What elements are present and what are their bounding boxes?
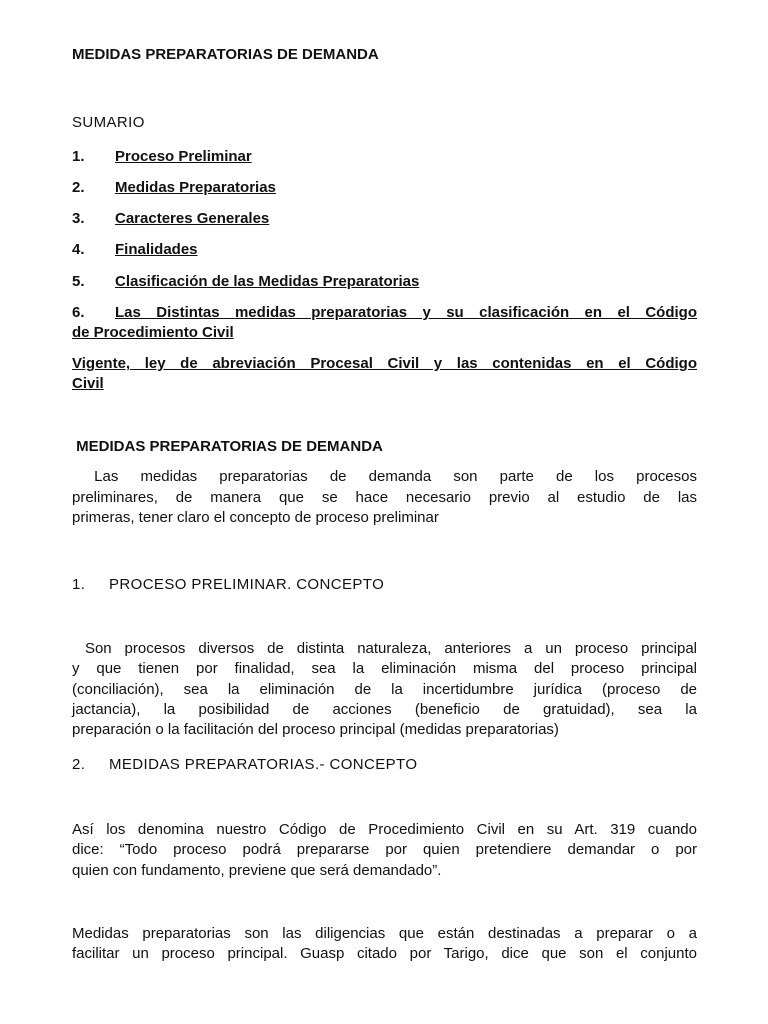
summary-item — [72, 178, 276, 198]
summary-item-link[interactable]: Medidas Preparatorias — [115, 179, 276, 196]
summary-item-link-continuation[interactable]: de Procedimiento Civil — [72, 324, 234, 341]
section-heading-text: PROCESO PRELIMINAR. CONCEPTO — [109, 576, 385, 593]
paragraph-line: Medidas preparatorias son las diligencias que están destinadas a preparar o a — [72, 925, 697, 942]
paragraph-line: dice: “Todo proceso podrá prepararse por quien pretendiere demandar o por — [72, 841, 697, 858]
summary-item-number: 5. — [72, 273, 85, 290]
paragraph-line: facilitar un proceso principal. Guasp citado por Tarigo, dice que son el conjunto — [72, 945, 697, 962]
summary-item-link[interactable]: Caracteres Generales — [115, 210, 270, 227]
section-title: MEDIDAS PREPARATORIAS DE DEMANDA — [72, 438, 383, 455]
paragraph-line: jactancia), la posibilidad de acciones (beneficio de gratuidad), sea la — [72, 701, 697, 718]
summary-item-number: 3. — [72, 210, 85, 227]
summary-heading: SUMARIO — [72, 114, 145, 131]
paragraph-line: primeras, tener claro el concepto de proceso preliminar — [72, 509, 439, 526]
section-number: 1. — [72, 576, 86, 593]
paragraph-line: y que tienen por finalidad, sea la eliminación misma del proceso principal — [72, 660, 697, 677]
summary-item-number: 6. — [72, 304, 85, 321]
summary-item-link[interactable]: Clasificación de las Medidas Preparatorias — [115, 273, 420, 290]
paragraph-line: Son procesos diversos de distinta naturaleza, anteriores a un proceso principal — [72, 640, 698, 657]
section-heading-1 — [72, 575, 384, 595]
paragraph-line: Las medidas preparatorias de demanda son parte de los procesos — [72, 468, 697, 485]
document-title: MEDIDAS PREPARATORIAS DE DEMANDA — [72, 46, 379, 63]
summary-item — [72, 209, 269, 229]
summary-item — [72, 147, 252, 167]
summary-item — [72, 272, 419, 292]
section-number: 2. — [72, 756, 86, 773]
summary-item-link[interactable]: Finalidades — [115, 241, 198, 258]
summary-item — [72, 240, 198, 260]
paragraph-line: preparación o la facilitación del proceso principal (medidas preparatorias) — [72, 721, 559, 738]
paragraph-line: Así los denomina nuestro Código de Procedimiento Civil en su Art. 319 cuando — [72, 821, 697, 838]
section-heading-2 — [72, 755, 417, 775]
paragraph-line: (conciliación), sea la eliminación de la incertidumbre jurídica (proceso de — [72, 681, 697, 698]
summary-item-number: 4. — [72, 241, 85, 258]
summary-item — [72, 303, 697, 323]
summary-extra-line[interactable]: Civil — [72, 375, 104, 392]
summary-item-number: 2. — [72, 179, 85, 196]
paragraph-line: quien con fundamento, previene que será demandado”. — [72, 862, 442, 879]
summary-extra-line[interactable]: Vigente, ley de abreviación Procesal Civil y las contenidas en el Código — [72, 355, 697, 372]
section-heading-text: MEDIDAS PREPARATORIAS.- CONCEPTO — [109, 756, 418, 773]
summary-item-link[interactable]: Proceso Preliminar — [115, 148, 252, 165]
paragraph-line: preliminares, de manera que se hace necesario previo al estudio de las — [72, 489, 697, 506]
summary-item-number: 1. — [72, 148, 85, 165]
summary-item-link[interactable]: Las Distintas medidas preparatorias y su clasificación en el Código — [115, 304, 697, 321]
